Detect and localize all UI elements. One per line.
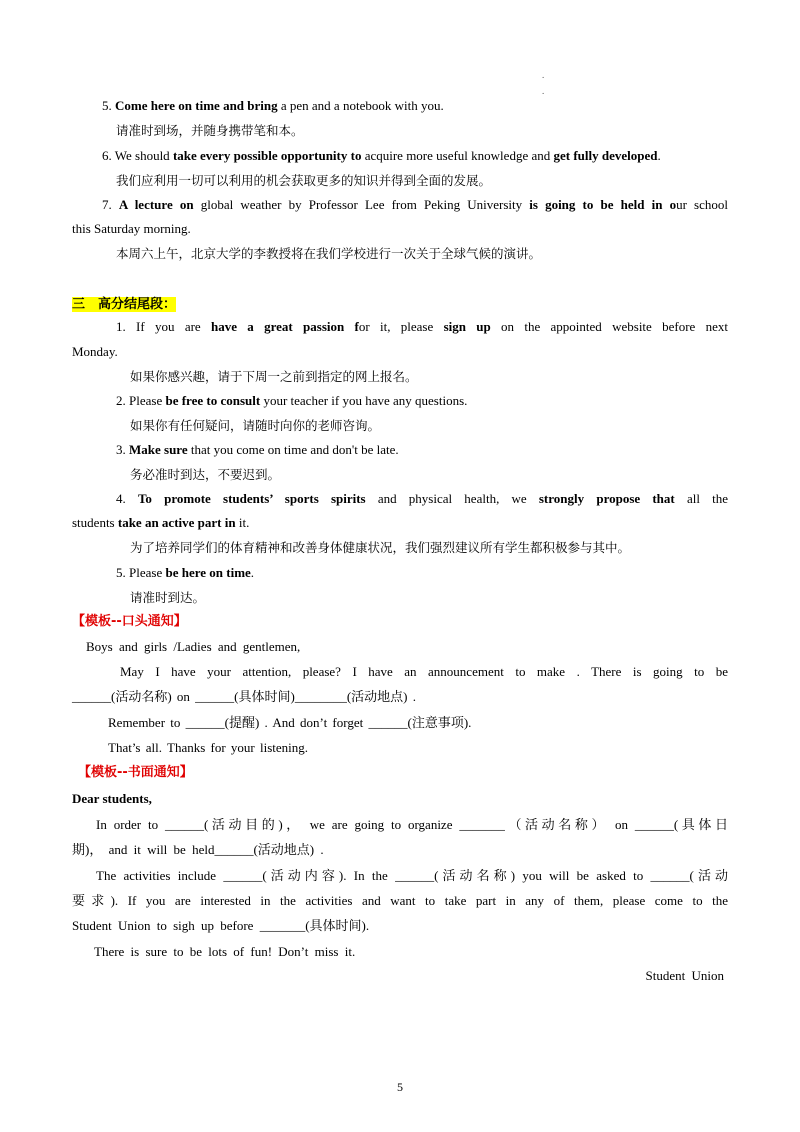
s2-item-7-zh: 本周六上午，北京大学的李教授将在我们学校进行一次关于全球气候的演讲。 bbox=[116, 246, 542, 261]
text-run: 3. bbox=[116, 442, 129, 457]
text-run: your teacher if you have any questions. bbox=[260, 393, 468, 408]
text-run: and physical health, we bbox=[365, 491, 539, 506]
text-run: acquire more useful knowledge and bbox=[361, 148, 554, 163]
bold-phrase: Make sure bbox=[129, 442, 188, 457]
s2-item-7-cont: this Saturday morning. bbox=[72, 221, 191, 236]
text-run: . bbox=[250, 565, 255, 580]
text-run: 2. Please bbox=[116, 393, 166, 408]
text-run: 5. Please bbox=[116, 565, 166, 580]
written-template-heading: 【模板--书面通知】 bbox=[78, 765, 193, 780]
written-line-2: 期)， and it will be held______(活动地点) . bbox=[72, 842, 324, 857]
bold-phrase: be free to consult bbox=[165, 393, 261, 408]
text-run: 1. If you are bbox=[116, 319, 211, 334]
section-3-heading: 三 高分结尾段： bbox=[72, 297, 177, 312]
s3-item-5-zh: 请准时到达。 bbox=[130, 590, 206, 605]
bold-phrase: A lecture on bbox=[118, 197, 194, 212]
written-signature: Student Union bbox=[645, 968, 724, 983]
text-run: a pen and a notebook with you. bbox=[277, 98, 444, 113]
text-run: 4. bbox=[116, 491, 138, 506]
s2-item-7 bbox=[72, 195, 728, 215]
written-line-3: The activities include ______(活动内容). In the ______(活动名称) you will be asked to ______(活动 bbox=[96, 868, 728, 883]
bold-phrase: Come here on time and bring bbox=[115, 98, 278, 113]
oral-line-2: ______(活动名称) on ______(具体时间)________(活动地点) . bbox=[72, 689, 416, 704]
s3-item-1 bbox=[72, 317, 728, 337]
text-run: 7. bbox=[102, 197, 119, 212]
bold-phrase: be here on time bbox=[165, 565, 251, 580]
s3-item-5 bbox=[72, 563, 728, 583]
bold-phrase: is going to be held in o bbox=[529, 197, 677, 212]
page-number: 5 bbox=[397, 1080, 403, 1094]
s3-item-4 bbox=[72, 489, 728, 509]
text-run: global weather by Professor Lee from Peking University bbox=[193, 197, 530, 212]
bold-phrase: To promote students’ sports spirits bbox=[137, 491, 366, 506]
text-run: on the appointed website before next bbox=[490, 319, 729, 334]
oral-line-4: That’s all. Thanks for your listening. bbox=[108, 740, 309, 755]
written-line-1: In order to ______(活动目的)， we are going to organize _______（活动名称） on ______(具体日 bbox=[96, 817, 728, 832]
text-run: students bbox=[72, 515, 118, 530]
oral-greeting: Boys and girls /Ladies and gentlemen, bbox=[86, 639, 301, 654]
bold-phrase: strongly propose that bbox=[538, 491, 675, 506]
text-run: . bbox=[657, 148, 661, 163]
text-run: or it, please bbox=[358, 319, 444, 334]
written-line-6: There is sure to be lots of fun! Don’t miss it. bbox=[94, 944, 356, 959]
s3-item-4-zh: 为了培养同学们的体育精神和改善身体健康状况，我们强烈建议所有学生都积极参与其中。 bbox=[130, 540, 631, 555]
bold-phrase: take every possible opportunity to bbox=[172, 148, 362, 163]
s2-item-6 bbox=[72, 146, 728, 166]
bold-phrase: get fully developed bbox=[553, 148, 658, 163]
oral-line-3: Remember to ______(提醒) . And don’t forget ______(注意事项). bbox=[108, 715, 472, 730]
text-run: 5. bbox=[102, 98, 115, 113]
oral-line-1: May I have your attention, please? I have an announcement to make . There is going to be bbox=[120, 664, 728, 679]
margin-mark: . bbox=[542, 70, 545, 80]
oral-template-heading: 【模板--口头通知】 bbox=[72, 614, 187, 629]
s3-item-4-cont bbox=[72, 513, 728, 533]
s3-item-2-zh: 如果你有任何疑问，请随时向你的老师咨询。 bbox=[130, 418, 381, 433]
s3-item-3 bbox=[72, 440, 728, 460]
s2-item-5-zh: 请准时到场，并随身携带笔和本。 bbox=[116, 123, 304, 138]
margin-mark: . bbox=[542, 86, 545, 96]
text-run: that you come on time and don't be late. bbox=[187, 442, 399, 457]
s3-item-1-zh: 如果你感兴趣，请于下周一之前到指定的网上报名。 bbox=[130, 369, 418, 384]
written-salutation: Dear students, bbox=[72, 791, 152, 806]
s2-item-5 bbox=[72, 96, 728, 116]
bold-phrase: sign up bbox=[443, 319, 491, 334]
s2-item-6-zh: 我们应利用一切可以利用的机会获取更多的知识并得到全面的发展。 bbox=[116, 173, 492, 188]
bold-phrase: have a great passion f bbox=[211, 319, 359, 334]
s3-item-2 bbox=[72, 391, 728, 411]
text-run: ur school bbox=[676, 197, 728, 212]
text-run: all the bbox=[674, 491, 729, 506]
written-line-5: Student Union to sigh up before _______(具体时间). bbox=[72, 918, 370, 933]
s3-item-3-zh: 务必准时到达，不要迟到。 bbox=[130, 467, 281, 482]
bold-phrase: take an active part in bbox=[117, 515, 236, 530]
text-run: it. bbox=[235, 515, 250, 530]
written-line-4: 要求). If you are interested in the activities and want to take part in any of them, please come to the bbox=[72, 893, 728, 908]
s3-item-1-cont: Monday. bbox=[72, 344, 118, 359]
text-run: 6. We should bbox=[102, 148, 173, 163]
